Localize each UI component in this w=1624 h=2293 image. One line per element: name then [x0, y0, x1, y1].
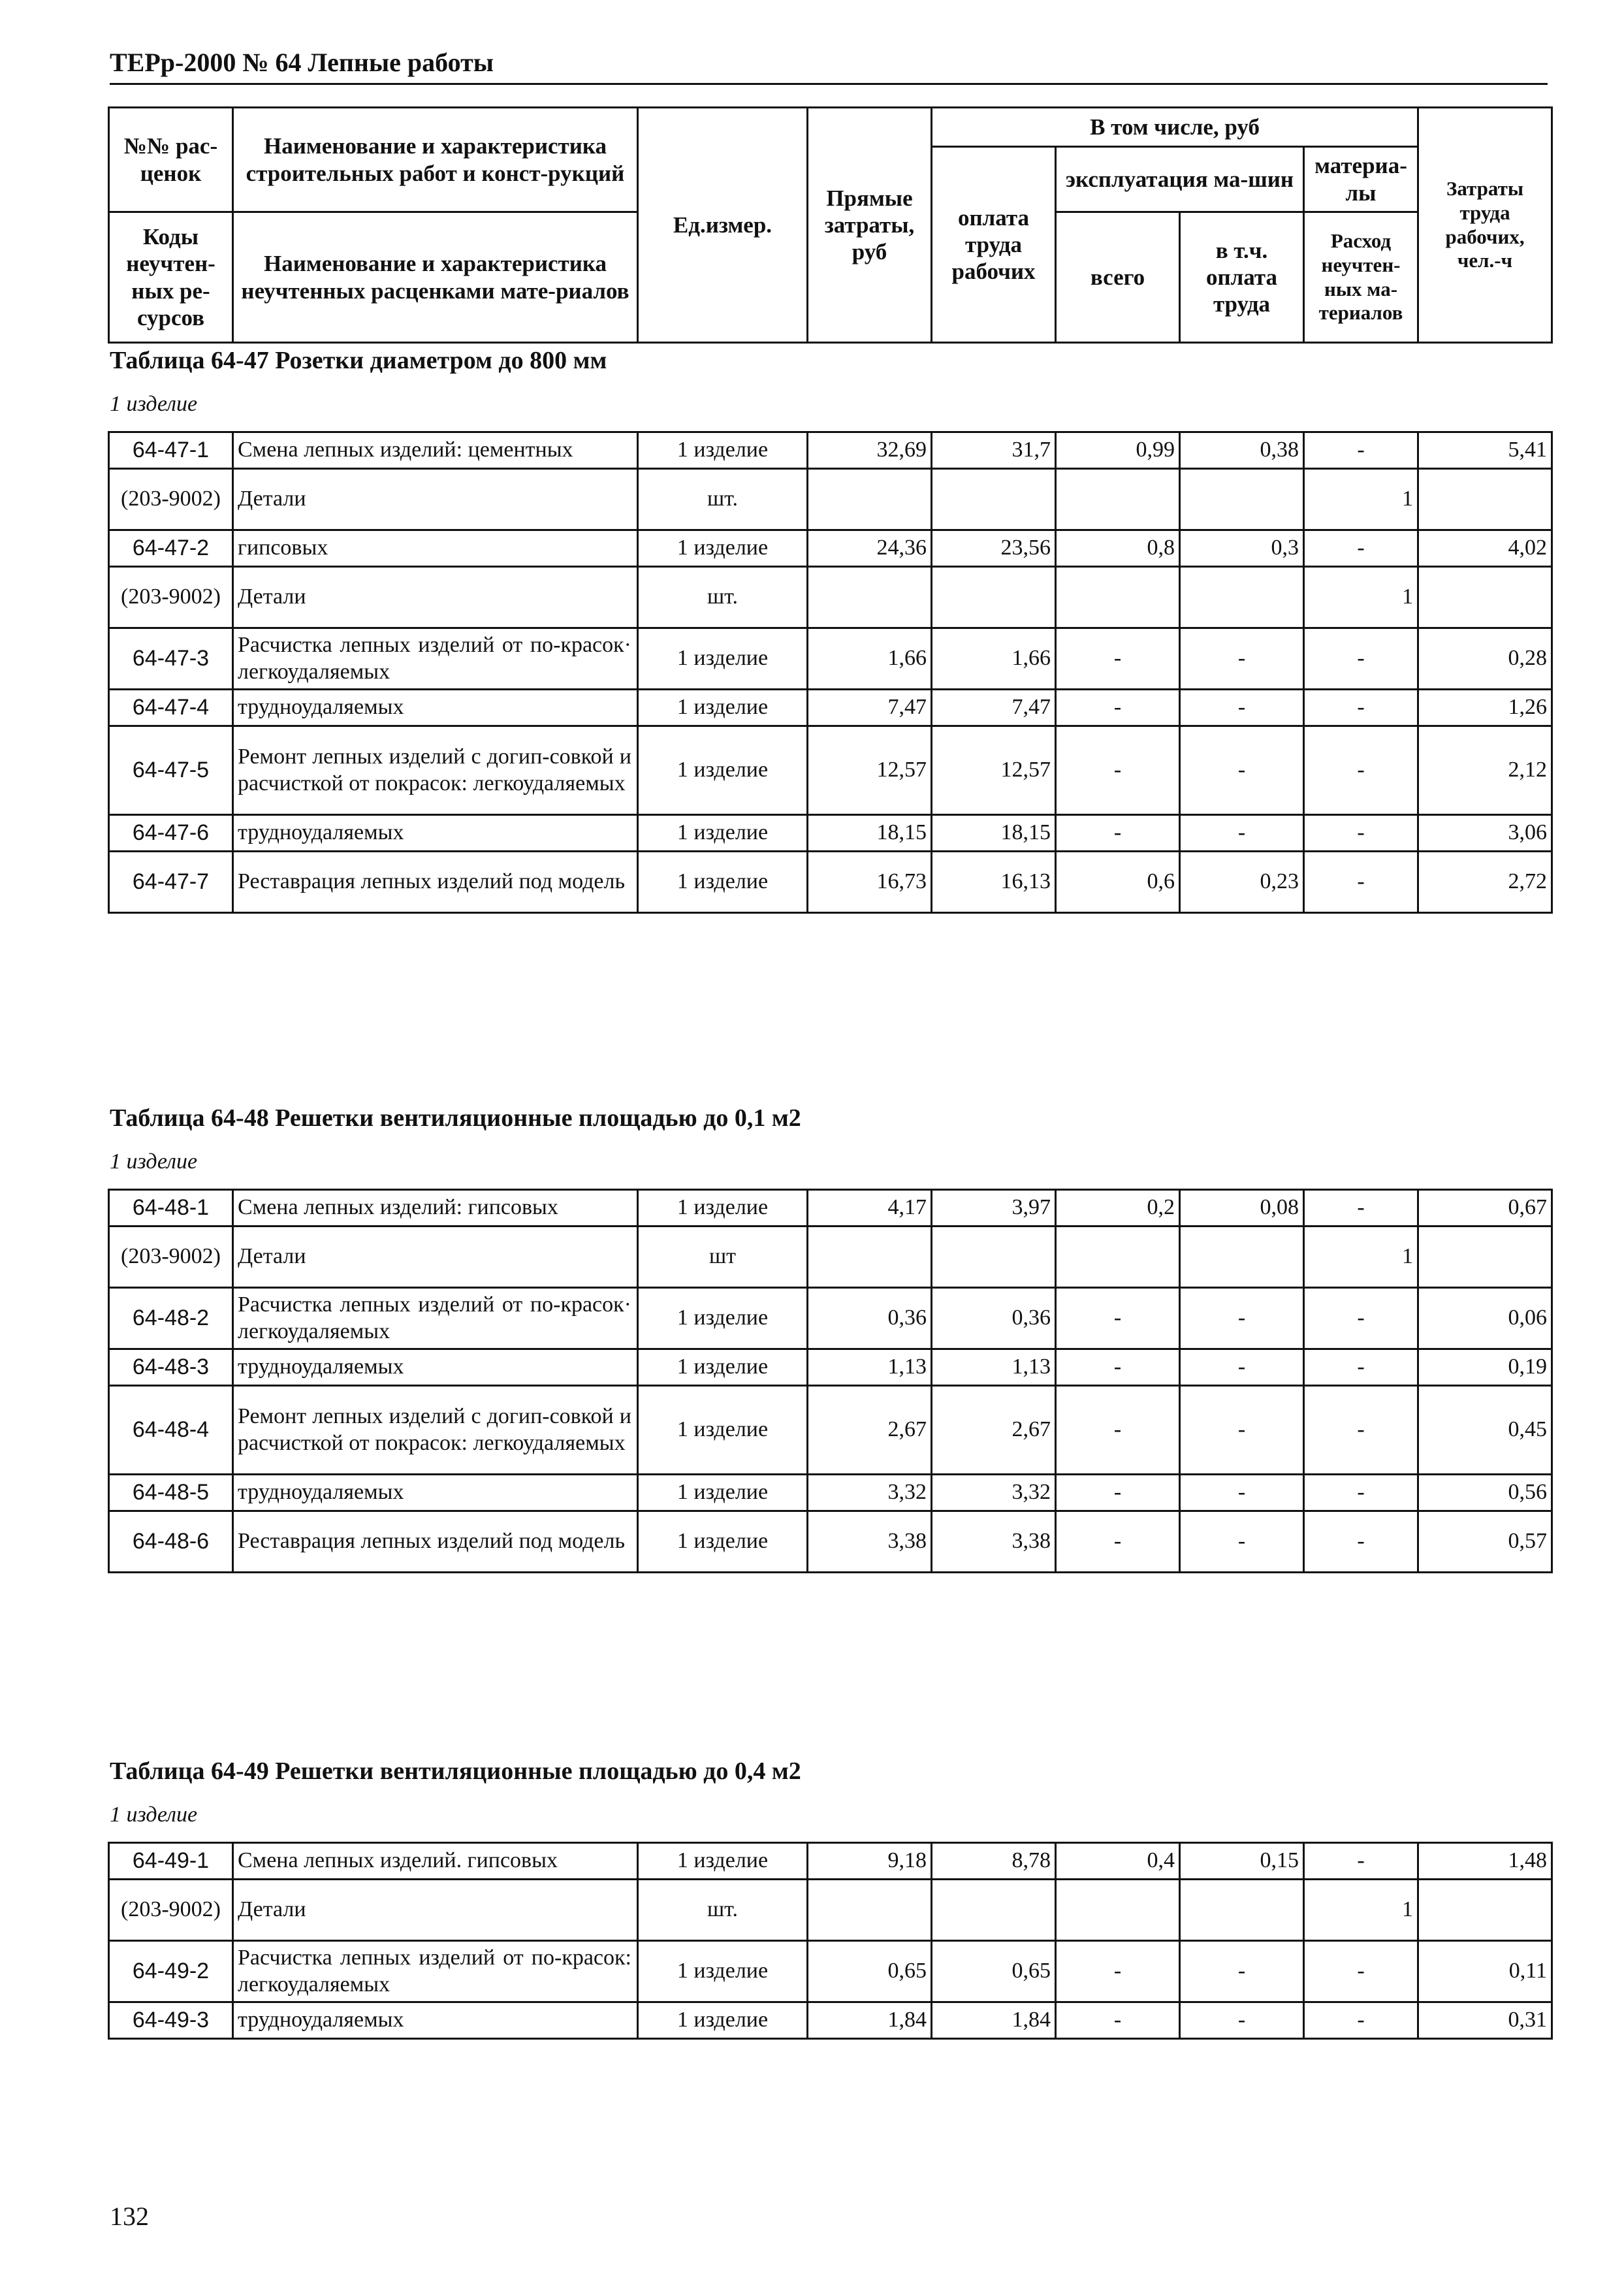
rate-code: 64-47-1 — [109, 432, 233, 469]
rate-code: 64-47-5 — [109, 726, 233, 815]
materials-cell: - — [1304, 432, 1418, 469]
machine-labor-cell: - — [1180, 2002, 1304, 2039]
section-unit: 1 изделие — [110, 1149, 198, 1174]
direct-cost-cell: 12,57 — [808, 726, 932, 815]
labor-cost-cell: 31,7 — [932, 432, 1056, 469]
unit-cell: 1 изделие — [638, 1386, 808, 1475]
col-code: №№ рас-ценок — [109, 108, 233, 212]
table-row — [109, 432, 1552, 469]
work-name: трудноудаляемых — [233, 815, 638, 852]
machine-cost-cell — [1056, 1227, 1180, 1288]
labor-hours-cell: 1,26 — [1418, 690, 1552, 726]
page-number: 132 — [110, 2202, 149, 2231]
labor-hours-cell: 0,11 — [1418, 1941, 1552, 2002]
col-incl: В том числе, руб — [932, 108, 1418, 147]
rate-code: 64-48-3 — [109, 1349, 233, 1386]
resource-name: Детали — [233, 469, 638, 530]
col-unit: Ед.измер. — [638, 108, 808, 343]
section-title: Таблица 64-48 Решетки вентиляционные площадью до 0,1 м2 — [110, 1104, 801, 1132]
col-hours: Затраты труда рабочих, чел.-ч — [1418, 108, 1552, 343]
table-row — [109, 1190, 1552, 1227]
rate-code: 64-49-1 — [109, 1843, 233, 1880]
labor-cost-cell — [932, 1227, 1056, 1288]
direct-cost-cell: 0,36 — [808, 1288, 932, 1349]
direct-cost-cell: 32,69 — [808, 432, 932, 469]
machine-labor-cell: 0,38 — [1180, 432, 1304, 469]
work-name: трудноудаляемых — [233, 1349, 638, 1386]
machine-labor-cell: 0,08 — [1180, 1190, 1304, 1227]
labor-cost-cell: 12,57 — [932, 726, 1056, 815]
resource-qty-cell: 1 — [1304, 567, 1418, 628]
labor-cost-cell: 1,66 — [932, 628, 1056, 690]
direct-cost-cell: 18,15 — [808, 815, 932, 852]
table-row — [109, 1941, 1552, 2002]
resource-name: Детали — [233, 567, 638, 628]
materials-cell: - — [1304, 1941, 1418, 2002]
machine-labor-cell: - — [1180, 726, 1304, 815]
materials-cell: - — [1304, 1288, 1418, 1349]
column-header-table — [108, 106, 1553, 344]
resource-code: (203-9002) — [109, 567, 233, 628]
unit-cell: шт. — [638, 1880, 808, 1941]
work-name: гипсовых — [233, 530, 638, 567]
machine-cost-cell: 0,99 — [1056, 432, 1180, 469]
labor-hours-cell — [1418, 469, 1552, 530]
unit-cell: 1 изделие — [638, 852, 808, 913]
machine-cost-cell: - — [1056, 1386, 1180, 1475]
labor-cost-cell — [932, 1880, 1056, 1941]
labor-cost-cell — [932, 567, 1056, 628]
direct-cost-cell: 16,73 — [808, 852, 932, 913]
labor-hours-cell: 3,06 — [1418, 815, 1552, 852]
machine-labor-cell: - — [1180, 1349, 1304, 1386]
table-row — [109, 690, 1552, 726]
resource-code: (203-9002) — [109, 1880, 233, 1941]
unit-cell: 1 изделие — [638, 1511, 808, 1573]
direct-cost-cell — [808, 567, 932, 628]
materials-cell: - — [1304, 1475, 1418, 1511]
rates-table — [108, 1189, 1553, 1573]
work-name: Расчистка лепных изделий от по-красок: легкоудаляемых — [233, 1941, 638, 2002]
labor-hours-cell: 0,31 — [1418, 2002, 1552, 2039]
col-machine-labor: в т.ч. оплата труда — [1180, 212, 1304, 343]
section-title: Таблица 64-47 Розетки диаметром до 800 мм — [110, 347, 607, 374]
col-machine: эксплуатация ма-шин — [1056, 147, 1304, 212]
machine-cost-cell: - — [1056, 1349, 1180, 1386]
materials-cell: - — [1304, 530, 1418, 567]
unit-cell: 1 изделие — [638, 530, 808, 567]
resource-row — [109, 567, 1552, 628]
labor-cost-cell: 18,15 — [932, 815, 1056, 852]
materials-cell: - — [1304, 2002, 1418, 2039]
section-title: Таблица 64-49 Решетки вентиляционные площадью до 0,4 м2 — [110, 1757, 801, 1785]
rate-code: 64-49-3 — [109, 2002, 233, 2039]
resource-name: Детали — [233, 1227, 638, 1288]
col-resource-code: Коды неучтен-ных ре-сурсов — [109, 212, 233, 343]
machine-cost-cell: - — [1056, 1475, 1180, 1511]
work-name: Ремонт лепных изделий с догип-совкой и расчисткой от покрасок: легкоудаляемых — [233, 1386, 638, 1475]
work-name: Смена лепных изделий: цементных — [233, 432, 638, 469]
labor-hours-cell: 0,06 — [1418, 1288, 1552, 1349]
resource-qty-cell: 1 — [1304, 1880, 1418, 1941]
machine-labor-cell — [1180, 469, 1304, 530]
direct-cost-cell: 0,65 — [808, 1941, 932, 2002]
rate-code: 64-48-2 — [109, 1288, 233, 1349]
col-machine-total: всего — [1056, 212, 1180, 343]
labor-hours-cell: 0,56 — [1418, 1475, 1552, 1511]
resource-name: Детали — [233, 1880, 638, 1941]
work-name: Смена лепных изделий: гипсовых — [233, 1190, 638, 1227]
unit-cell: 1 изделие — [638, 726, 808, 815]
resource-row — [109, 469, 1552, 530]
rate-code: 64-47-3 — [109, 628, 233, 690]
rate-code: 64-48-1 — [109, 1190, 233, 1227]
materials-cell: - — [1304, 690, 1418, 726]
rates-table — [108, 1842, 1553, 2040]
machine-labor-cell: - — [1180, 690, 1304, 726]
work-name: Реставрация лепных изделий под модель — [233, 1511, 638, 1573]
labor-hours-cell: 2,12 — [1418, 726, 1552, 815]
materials-cell: - — [1304, 1843, 1418, 1880]
unit-cell: 1 изделие — [638, 1288, 808, 1349]
unit-cell: 1 изделие — [638, 815, 808, 852]
direct-cost-cell: 9,18 — [808, 1843, 932, 1880]
resource-row — [109, 1880, 1552, 1941]
col-name: Наименование и характеристика строительных работ и конст-рукций — [233, 108, 638, 212]
unit-cell: шт — [638, 1227, 808, 1288]
rate-code: 64-49-2 — [109, 1941, 233, 2002]
direct-cost-cell: 3,38 — [808, 1511, 932, 1573]
machine-labor-cell: - — [1180, 628, 1304, 690]
materials-cell: - — [1304, 852, 1418, 913]
machine-cost-cell: 0,6 — [1056, 852, 1180, 913]
labor-cost-cell — [932, 469, 1056, 530]
direct-cost-cell: 4,17 — [808, 1190, 932, 1227]
labor-cost-cell: 1,84 — [932, 2002, 1056, 2039]
unit-cell: 1 изделие — [638, 1941, 808, 2002]
rate-code: 64-48-5 — [109, 1475, 233, 1511]
machine-cost-cell: - — [1056, 726, 1180, 815]
work-name: Реставрация лепных изделий под модель — [233, 852, 638, 913]
machine-cost-cell: - — [1056, 1511, 1180, 1573]
machine-labor-cell: - — [1180, 1386, 1304, 1475]
table-row — [109, 1386, 1552, 1475]
table-row — [109, 815, 1552, 852]
labor-cost-cell: 0,65 — [932, 1941, 1056, 2002]
rate-code: 64-47-7 — [109, 852, 233, 913]
labor-hours-cell: 0,19 — [1418, 1349, 1552, 1386]
direct-cost-cell: 24,36 — [808, 530, 932, 567]
direct-cost-cell: 1,84 — [808, 2002, 932, 2039]
unit-cell: 1 изделие — [638, 2002, 808, 2039]
labor-cost-cell: 7,47 — [932, 690, 1056, 726]
labor-cost-cell: 8,78 — [932, 1843, 1056, 1880]
machine-cost-cell: - — [1056, 1941, 1180, 2002]
labor-hours-cell: 0,67 — [1418, 1190, 1552, 1227]
materials-cell: - — [1304, 1190, 1418, 1227]
work-name: трудноудаляемых — [233, 1475, 638, 1511]
machine-cost-cell: - — [1056, 1288, 1180, 1349]
machine-labor-cell: - — [1180, 815, 1304, 852]
table-row — [109, 1475, 1552, 1511]
materials-cell: - — [1304, 1349, 1418, 1386]
col-direct: Прямые затраты, руб — [808, 108, 932, 343]
labor-cost-cell: 23,56 — [932, 530, 1056, 567]
machine-labor-cell — [1180, 567, 1304, 628]
machine-cost-cell: 0,4 — [1056, 1843, 1180, 1880]
unit-cell: 1 изделие — [638, 628, 808, 690]
machine-cost-cell: 0,2 — [1056, 1190, 1180, 1227]
table-row — [109, 1843, 1552, 1880]
direct-cost-cell — [808, 469, 932, 530]
labor-cost-cell: 0,36 — [932, 1288, 1056, 1349]
unit-cell: 1 изделие — [638, 1190, 808, 1227]
machine-labor-cell: 0,15 — [1180, 1843, 1304, 1880]
resource-qty-cell: 1 — [1304, 1227, 1418, 1288]
col-materials-extra: Расход неучтен-ных ма-териалов — [1304, 212, 1418, 343]
machine-labor-cell: 0,3 — [1180, 530, 1304, 567]
materials-cell: - — [1304, 1386, 1418, 1475]
labor-cost-cell: 3,97 — [932, 1190, 1056, 1227]
labor-hours-cell — [1418, 567, 1552, 628]
resource-code: (203-9002) — [109, 469, 233, 530]
table-row — [109, 628, 1552, 690]
direct-cost-cell: 3,32 — [808, 1475, 932, 1511]
machine-labor-cell: - — [1180, 1475, 1304, 1511]
resource-qty-cell: 1 — [1304, 469, 1418, 530]
col-resource-name: Наименование и характеристика неучтенных расценками мате-риалов — [233, 212, 638, 343]
table-row — [109, 852, 1552, 913]
table-row — [109, 1349, 1552, 1386]
table-row — [109, 1288, 1552, 1349]
unit-cell: 1 изделие — [638, 1843, 808, 1880]
table-row — [109, 726, 1552, 815]
work-name: Ремонт лепных изделий с догип-совкой и расчисткой от покрасок: легкоудаляемых — [233, 726, 638, 815]
materials-cell: - — [1304, 1511, 1418, 1573]
work-name: Расчистка лепных изделий от по-красок· легкоудаляемых — [233, 628, 638, 690]
unit-cell: 1 изделие — [638, 432, 808, 469]
direct-cost-cell: 2,67 — [808, 1386, 932, 1475]
work-name: трудноудаляемых — [233, 2002, 638, 2039]
rates-table — [108, 431, 1553, 914]
unit-cell: шт. — [638, 567, 808, 628]
section-unit: 1 изделие — [110, 392, 198, 416]
col-materials: материа-лы — [1304, 147, 1418, 212]
unit-cell: шт. — [638, 469, 808, 530]
machine-labor-cell — [1180, 1227, 1304, 1288]
col-labor: оплата труда рабочих — [932, 147, 1056, 343]
labor-hours-cell: 0,28 — [1418, 628, 1552, 690]
unit-cell: 1 изделие — [638, 690, 808, 726]
machine-labor-cell: - — [1180, 1511, 1304, 1573]
machine-cost-cell — [1056, 1880, 1180, 1941]
labor-hours-cell: 0,57 — [1418, 1511, 1552, 1573]
machine-labor-cell — [1180, 1880, 1304, 1941]
unit-cell: 1 изделие — [638, 1349, 808, 1386]
work-name: Смена лепных изделий. гипсовых — [233, 1843, 638, 1880]
machine-cost-cell — [1056, 469, 1180, 530]
labor-hours-cell: 2,72 — [1418, 852, 1552, 913]
labor-cost-cell: 2,67 — [932, 1386, 1056, 1475]
table-row — [109, 1511, 1552, 1573]
table-row — [109, 2002, 1552, 2039]
labor-hours-cell: 5,41 — [1418, 432, 1552, 469]
machine-labor-cell: - — [1180, 1941, 1304, 2002]
rate-code: 64-48-4 — [109, 1386, 233, 1475]
direct-cost-cell: 1,66 — [808, 628, 932, 690]
labor-cost-cell: 1,13 — [932, 1349, 1056, 1386]
machine-cost-cell: - — [1056, 690, 1180, 726]
machine-labor-cell: - — [1180, 1288, 1304, 1349]
unit-cell: 1 изделие — [638, 1475, 808, 1511]
materials-cell: - — [1304, 815, 1418, 852]
labor-hours-cell: 0,45 — [1418, 1386, 1552, 1475]
labor-hours-cell — [1418, 1880, 1552, 1941]
direct-cost-cell — [808, 1227, 932, 1288]
direct-cost-cell: 7,47 — [808, 690, 932, 726]
machine-cost-cell: 0,8 — [1056, 530, 1180, 567]
machine-cost-cell — [1056, 567, 1180, 628]
labor-hours-cell: 4,02 — [1418, 530, 1552, 567]
labor-cost-cell: 16,13 — [932, 852, 1056, 913]
materials-cell: - — [1304, 726, 1418, 815]
resource-code: (203-9002) — [109, 1227, 233, 1288]
rate-code: 64-47-2 — [109, 530, 233, 567]
machine-cost-cell: - — [1056, 628, 1180, 690]
resource-row — [109, 1227, 1552, 1288]
machine-labor-cell: 0,23 — [1180, 852, 1304, 913]
section-unit: 1 изделие — [110, 1803, 198, 1827]
rate-code: 64-48-6 — [109, 1511, 233, 1573]
work-name: Расчистка лепных изделий от по-красок· легкоудаляемых — [233, 1288, 638, 1349]
rate-code: 64-47-4 — [109, 690, 233, 726]
machine-cost-cell: - — [1056, 2002, 1180, 2039]
labor-hours-cell — [1418, 1227, 1552, 1288]
page-header: ТЕРр-2000 № 64 Лепные работы — [110, 47, 1548, 85]
machine-cost-cell: - — [1056, 815, 1180, 852]
labor-cost-cell: 3,32 — [932, 1475, 1056, 1511]
work-name: трудноудаляемых — [233, 690, 638, 726]
table-row — [109, 530, 1552, 567]
materials-cell: - — [1304, 628, 1418, 690]
labor-hours-cell: 1,48 — [1418, 1843, 1552, 1880]
labor-cost-cell: 3,38 — [932, 1511, 1056, 1573]
direct-cost-cell: 1,13 — [808, 1349, 932, 1386]
rate-code: 64-47-6 — [109, 815, 233, 852]
direct-cost-cell — [808, 1880, 932, 1941]
